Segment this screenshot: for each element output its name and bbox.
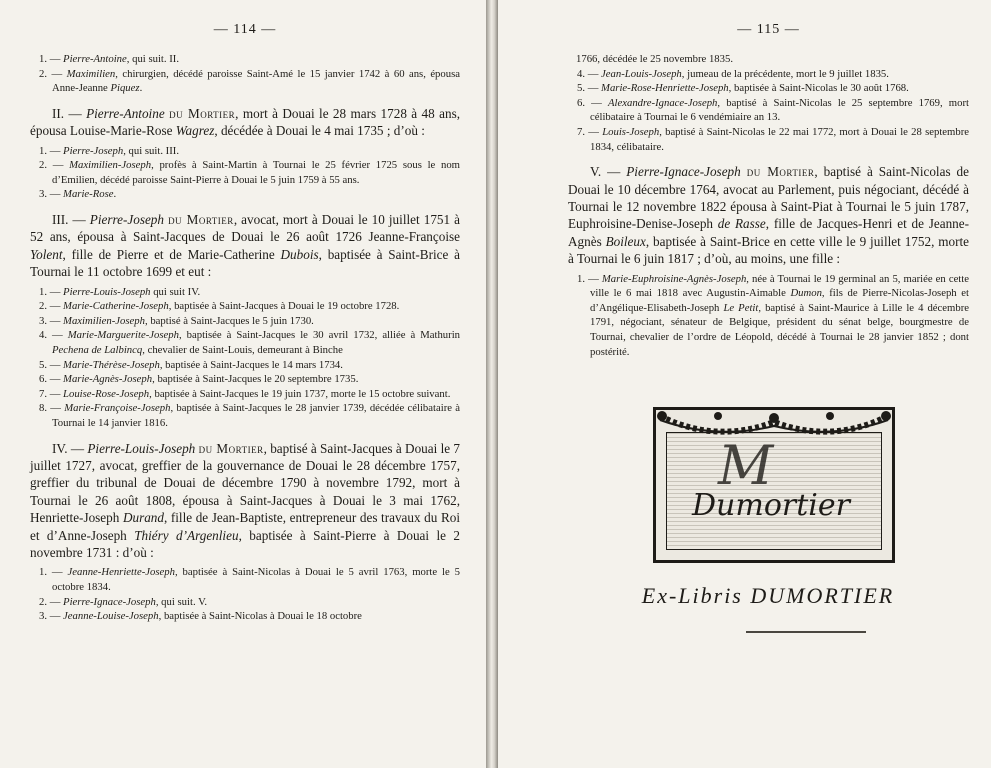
text-run: 1. — <box>39 144 64 157</box>
text-run: , baptisé à Saint-Nicolas le 25 septembre 1769, mort célibataire à Tournai le 6 vendémiaire an 13. <box>590 96 969 124</box>
left-page <box>0 0 486 768</box>
text-run: , baptisée à Saint-Jacques le 20 septembre 1735. <box>152 373 359 386</box>
text-run: , fille de Jean-Baptiste, entrepreneur des travaux du Roi et d’Anne-Joseph <box>30 510 461 543</box>
text-run: , baptisée à Saint-Jacques le 19 juin 1737, morte le 15 octobre suivant. <box>149 387 451 400</box>
genealogy-list-item <box>568 81 969 96</box>
person-name: Marie-Rose <box>63 188 114 201</box>
person-name: Dubois <box>280 246 319 262</box>
text-run: 2. — <box>39 300 64 313</box>
text-run: . <box>139 82 143 95</box>
text-run: V. — <box>590 164 627 180</box>
text-run: . <box>113 188 117 201</box>
text-run: , profès à Saint-Martin à Tournai le 25 février 1725 sous le nom d’Emilien, décédé paroisse Saint-Pierre à Douai le 5 juin 1759 à 55 ans. <box>52 159 460 186</box>
person-name: Pierre-Ignace-Joseph <box>63 595 156 608</box>
genealogy-list-item <box>568 125 969 154</box>
ex-libris-caption: Ex-Libris DUMORTIER <box>641 583 895 609</box>
genealogy-list-item <box>568 96 969 125</box>
text-run: , chirurgien, décédé paroisse Saint-Amé le 15 janvier 1742 à 60 ans, épousa Anne-Jeanne <box>52 67 460 95</box>
genealogy-list-item <box>568 52 969 67</box>
text-run: , baptisée à Saint-Jacques le 28 janvier 1739, décédée célibataire à Tournai le 14 janvier 1816. <box>52 402 460 429</box>
text-run: qui suit IV. <box>150 285 201 298</box>
genealogy-list-item <box>568 272 969 360</box>
person-name: Durand <box>122 510 164 526</box>
text-run: 2. — <box>39 595 64 608</box>
text-run: , baptisée à Saint-Jacques le 30 avril 1732, alliée à Mathurin <box>178 329 461 342</box>
page-number: — 114 — <box>213 22 277 37</box>
garland-ornament <box>656 410 892 450</box>
genealogy-list-item <box>568 67 969 82</box>
text-run: 3. — <box>39 610 64 623</box>
text-run: , baptisée à Saint-Pierre à Douai le 2 novembre 1731 : d’où : <box>30 527 461 560</box>
text-run: , jumeau de la précédente, mort le 9 juillet 1835. <box>681 67 889 80</box>
person-name: Alexandre-Ignace-Joseph <box>608 96 718 109</box>
text-run: 5. — <box>577 82 602 95</box>
person-name: Pierre-Antoine <box>86 105 165 121</box>
text-run: , née à Tournai le 19 germinal an 5, mariée en cette ville le 6 mai 1818 avec Augustin-Aimable <box>590 272 969 300</box>
text-run: , fille de Pierre et de Marie-Catherine <box>62 246 281 262</box>
genealogy-list-item <box>30 158 460 187</box>
text-run: III. — <box>52 211 90 227</box>
person-name: Le Petit <box>723 301 759 314</box>
family-name: du Mortier <box>168 211 234 227</box>
person-name: Yolent <box>30 246 63 262</box>
bookplate-image <box>653 407 895 563</box>
person-name: Pierre-Antoine <box>63 53 127 65</box>
person-name: Pierre-Joseph <box>63 144 124 157</box>
text-run: , baptisée à Saint-Jacques le 14 mars 1734. <box>159 358 343 371</box>
text-run: 1. — <box>39 285 64 298</box>
genealogy-list-item <box>30 67 460 96</box>
genealogy-list-item <box>30 328 460 357</box>
text-run: , baptisé à Saint-Nicolas le 22 mai 1772, mort à Douai le 28 septembre 1834, célibataire. <box>590 125 969 153</box>
person-name: Pechena de Lalbincq <box>52 343 143 356</box>
genealogy-list-item <box>30 565 460 594</box>
person-name: Louise-Rose-Joseph <box>63 387 150 400</box>
person-name: Pierre-Ignace-Joseph <box>626 164 741 180</box>
text-run: 4. — <box>577 67 602 80</box>
text-run: 3. — <box>39 314 64 327</box>
text-run: , baptisée à Saint-Jacques à Douai le 19 octobre 1728. <box>168 300 400 313</box>
text-run: , baptisée à Saint-Brice à Tournai le 11 octobre 1699 et eut : <box>30 246 460 280</box>
text-run: , qui suit. III. <box>123 144 180 157</box>
person-name: Boileux <box>605 233 646 249</box>
monogram: M <box>718 434 774 498</box>
right-page <box>498 0 991 768</box>
person-name: Marie-Agnès-Joseph <box>63 373 153 386</box>
text-run: 1. — <box>577 272 602 285</box>
genealogy-list-item <box>30 595 460 610</box>
genealogy-list-item <box>30 358 460 373</box>
person-name: Maximilien <box>66 67 116 80</box>
page-text <box>568 52 969 359</box>
text-run: 6. — <box>39 373 64 386</box>
genealogy-list-item <box>30 187 460 202</box>
genealogy-list-item <box>30 314 460 329</box>
genealogy-paragraph <box>30 211 460 281</box>
text-run: 2. — <box>39 67 67 80</box>
text-run: , baptisée à Saint-Nicolas à Douai le 5 avril 1763, morte le 5 octobre 1834. <box>52 566 460 593</box>
person-name: Marie-Catherine-Joseph <box>63 300 169 313</box>
text-run: , chevalier de Saint-Louis, demeurant à Binche <box>142 343 343 356</box>
person-name: Marie-Marguerite-Joseph <box>67 329 179 342</box>
genealogy-list-item <box>30 285 460 300</box>
text-run: , baptisée à Saint-Brice en cette ville le 9 juillet 1752, morte à Tournai le 6 juin 1817 ; d’où, au moins, une fille : <box>568 233 969 267</box>
genealogy-paragraph <box>30 105 460 140</box>
person-name: de Rasse <box>717 216 766 232</box>
text-run: 1766, décédée le 25 novembre 1835. <box>576 53 733 65</box>
person-name: Piquez <box>110 82 140 95</box>
book-gutter <box>486 0 498 768</box>
text-run: 4. — <box>39 329 68 342</box>
person-name: Jean-Louis-Joseph <box>601 67 682 80</box>
text-run: 7. — <box>39 387 64 400</box>
text-run: IV. — <box>52 440 88 456</box>
text-run: 6. — <box>577 96 608 109</box>
person-name: Marie-Rose-Henriette-Joseph <box>601 82 729 95</box>
text-run: , décédée à Douai le 4 mai 1735 ; d’où : <box>214 123 425 139</box>
person-name: Marie-Thérèse-Joseph <box>63 358 160 371</box>
text-run: 2. — <box>39 159 70 172</box>
person-name: Maximilien-Joseph <box>69 159 152 172</box>
bookplate-signature: Dumortier <box>692 488 850 524</box>
person-name: Marie-Euphroisine-Agnès-Joseph <box>601 272 747 285</box>
text-run: , baptisée à Saint-Nicolas à Douai le 18 octobre <box>158 610 362 623</box>
text-run: , qui suit. V. <box>155 595 208 608</box>
text-run: 1. — <box>39 566 68 579</box>
person-name: Dumon <box>790 287 822 300</box>
genealogy-list-item <box>30 387 460 402</box>
genealogy-paragraph <box>30 440 460 562</box>
genealogy-list-item <box>30 372 460 387</box>
text-run: 3. — <box>39 188 64 201</box>
person-name: Thiéry d’Argenlieu <box>134 527 239 543</box>
text-run: , baptisée à Saint-Nicolas le 30 août 1768. <box>728 82 909 95</box>
person-name: Jeanne-Louise-Joseph <box>63 610 159 623</box>
text-run: , baptisé à Saint-Jacques à Douai le 7 juillet 1727, avocat, greffier de la gouvernance de Douai le 28 décembre 1757, greffier du tribunal de Douai de décembre 1790 à novembre 1792, mort à Tournai le 26 août 1808, épousa à Saint-Jacques à Douai le 3 mai 1762, Henriette-Joseph <box>30 440 461 526</box>
person-name: Louis-Joseph <box>602 125 660 138</box>
genealogy-list-item <box>30 144 460 159</box>
text-run: 7. — <box>577 125 603 138</box>
person-name: Wagrez <box>175 123 215 139</box>
text-run: , avocat, mort à Douai le 10 juillet 1751 à 52 ans, épousa à Saint-Jacques de Douai le 26 août 1726 Jeanne-Françoise <box>30 211 461 245</box>
genealogy-list-item <box>30 609 460 624</box>
divider <box>746 631 866 633</box>
family-name: du Mortier <box>169 105 236 121</box>
person-name: Jeanne-Henriette-Joseph <box>67 566 175 579</box>
person-name: Marie-Françoise-Joseph <box>64 402 171 415</box>
text-run: 5. — <box>39 358 64 371</box>
text-run: 1. — <box>39 53 64 65</box>
person-name: Pierre-Joseph <box>89 211 164 227</box>
text-run: 8. — <box>39 402 65 415</box>
genealogy-list-item <box>30 52 460 67</box>
person-name: Maximilien-Joseph <box>63 314 145 327</box>
genealogy-list-item <box>30 401 460 430</box>
page-text <box>30 52 460 624</box>
text-run: , fille de Jacques-Henri et de Jeanne-Agnès <box>568 216 969 249</box>
text-run: , baptisé à Saint-Maurice à Lille le 4 décembre 1791, négociant, sénateur de Belgique, président du sénat belge, bourgmestre de Tournai, chevalier de l’ordre de Léopold, décédé à Tournai le 28 janvier 1852 ; dont postérité. <box>590 301 969 358</box>
genealogy-list-item <box>30 299 460 314</box>
text-run: , baptisé à Saint-Nicolas de Douai le 10 décembre 1764, avocat au Parlement, puis négociant, décédé à Tournai le 12 novembre 1822 épousa à Saint-Piat à Tournai le 5 juin 1787, Euphroisine-Denise-Joseph <box>568 164 969 232</box>
page-number: — 115 — <box>737 22 800 37</box>
person-name: Pierre-Louis-Joseph <box>87 440 196 456</box>
family-name: du Mortier <box>198 440 264 456</box>
text-run: , mort à Douai le 28 mars 1728 à 48 ans, épousa Louise-Marie-Rose <box>30 105 461 139</box>
person-name: Pierre-Louis-Joseph <box>63 285 151 298</box>
text-run: , baptisé à Saint-Jacques le 5 juin 1730. <box>144 314 314 327</box>
genealogy-paragraph <box>568 163 969 267</box>
ex-libris <box>568 407 969 633</box>
family-name: du Mortier <box>746 164 815 180</box>
text-run: , fils de Pierre-Nicolas-Joseph et d’Angélique-Elisabeth-Joseph <box>590 287 969 314</box>
text-run: , qui suit. II. <box>126 53 180 65</box>
text-run: II. — <box>52 105 87 121</box>
